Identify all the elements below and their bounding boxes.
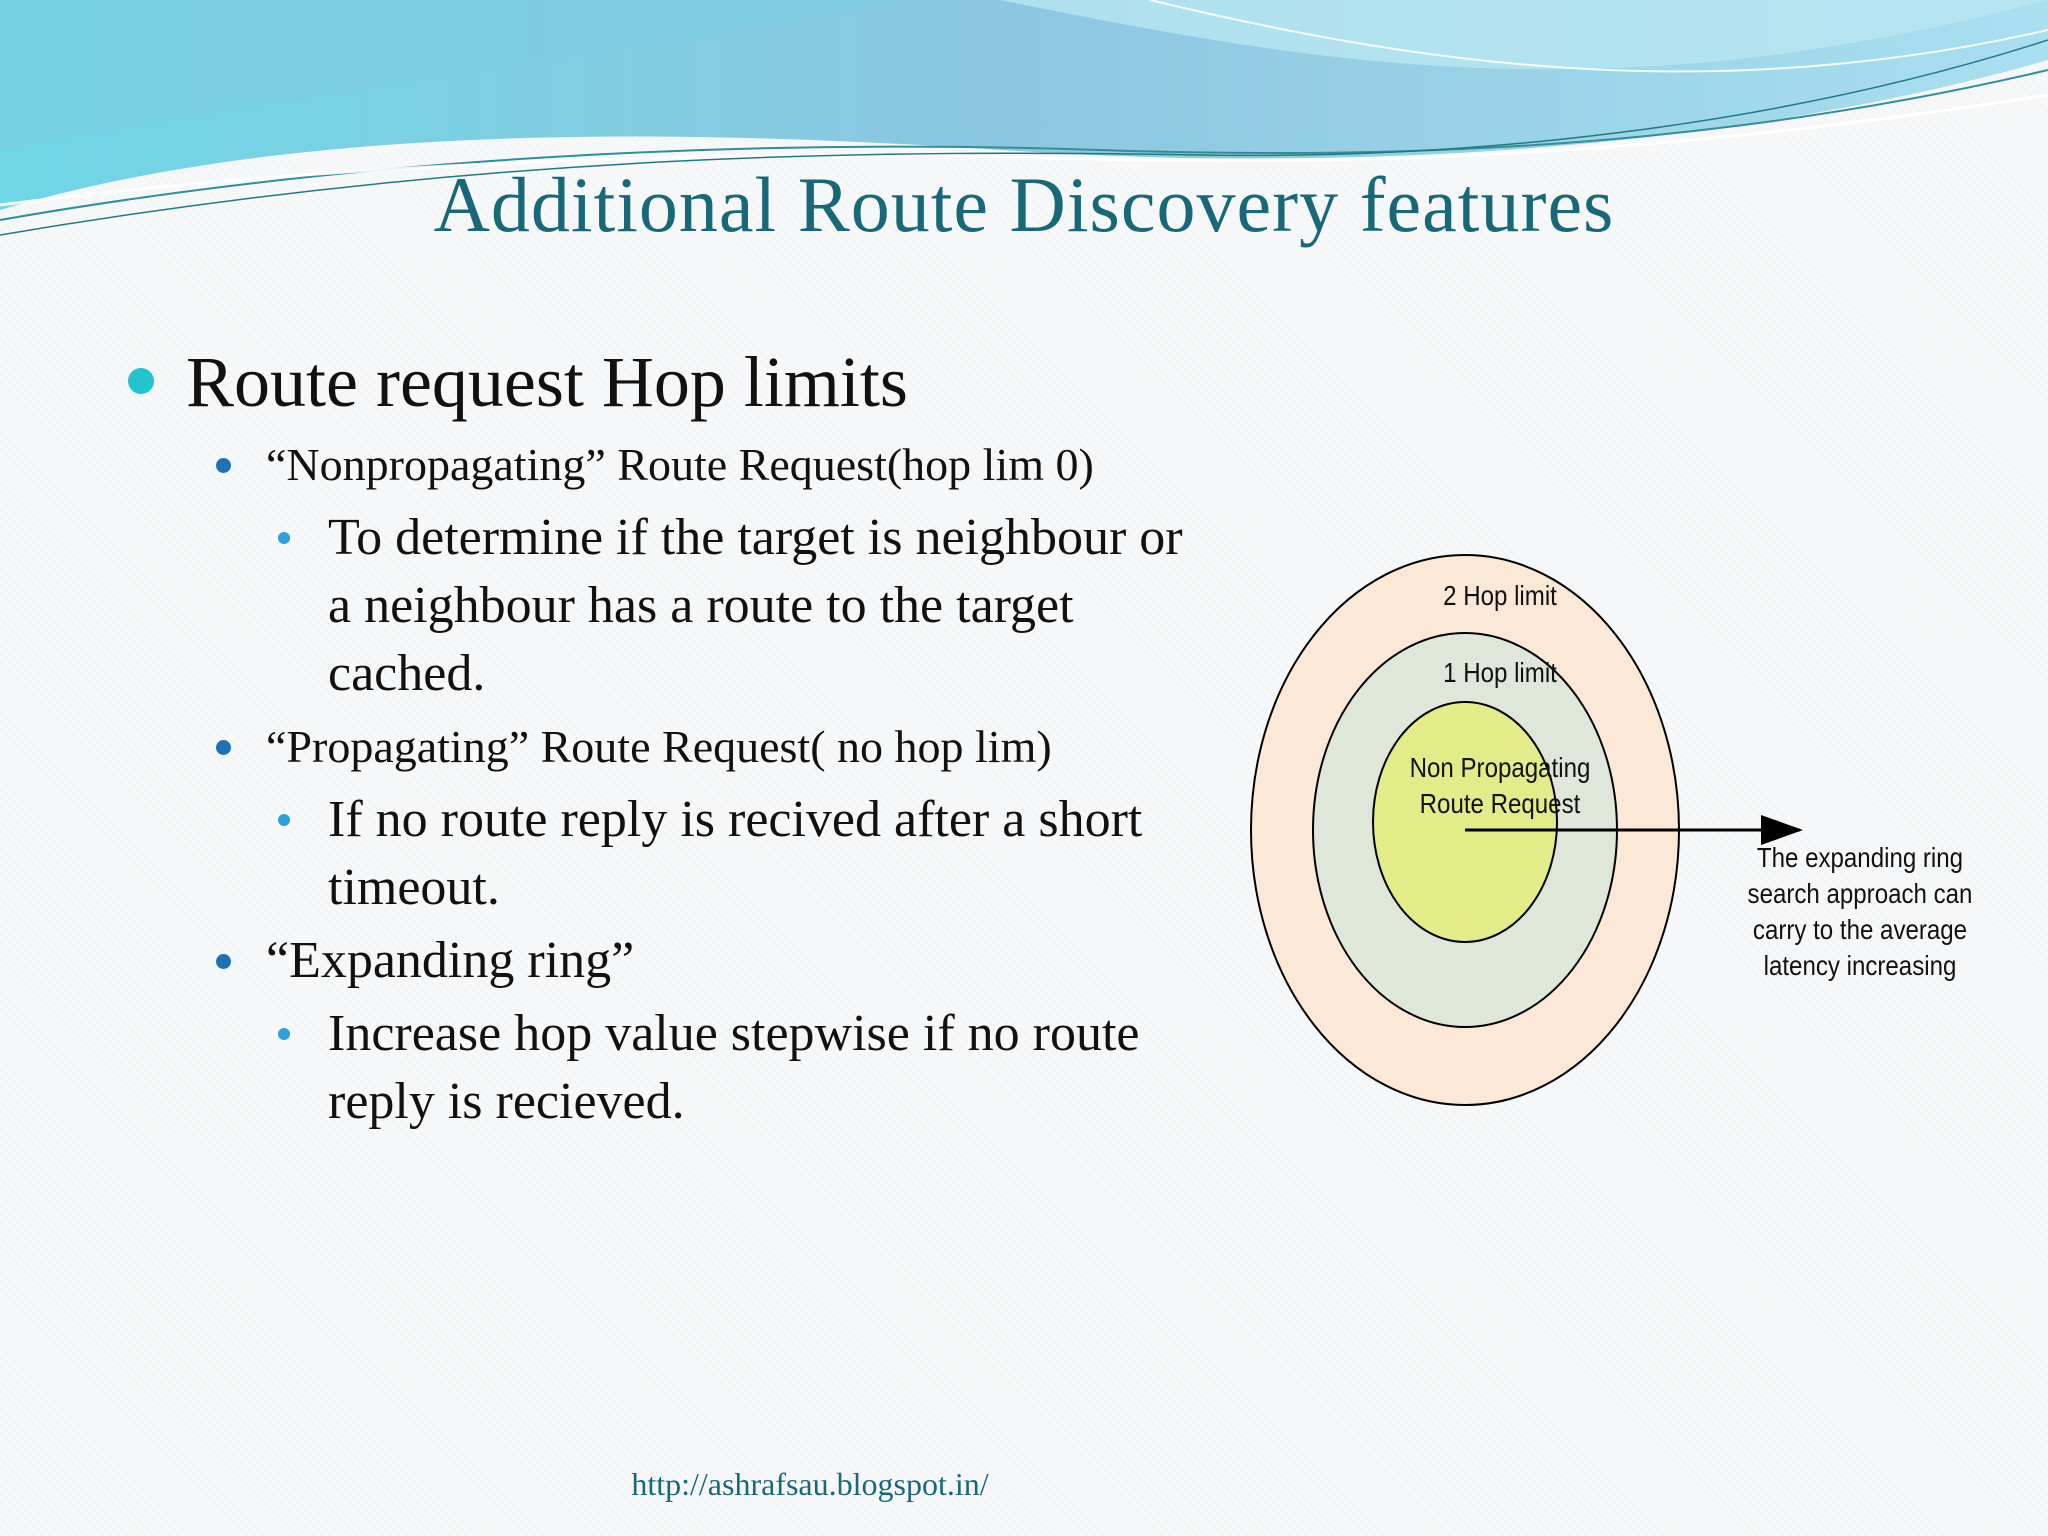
list-item [128, 932, 1208, 990]
inner-ring [1373, 702, 1557, 942]
list-item [128, 504, 1188, 708]
bullet-text: Increase hop value stepwise if no route reply is recieved. [328, 1005, 1140, 1130]
list-item [128, 718, 1208, 776]
bullet-text: To determine if the target is neighbour or a neighbour has a route to the target cached. [328, 509, 1183, 702]
list-item [128, 436, 1208, 494]
bullet-list [128, 340, 1208, 1136]
bullet-text: If no route reply is recived after a short timeout. [328, 791, 1143, 916]
list-item [128, 786, 1188, 922]
list-item [128, 1000, 1188, 1136]
bullet-text: “Expanding ring” [266, 932, 635, 989]
middle-ring-label: 1 Hop limit [1443, 657, 1557, 688]
slide-title: Additional Route Discovery features [433, 161, 1615, 248]
bullet-text: “Propagating” Route Request( no hop lim) [266, 721, 1052, 772]
outer-ring-label: 2 Hop limit [1443, 580, 1557, 611]
expanding-ring-diagram [1240, 540, 2020, 1120]
bullet-dot-icon [278, 1028, 290, 1040]
bullet-dot-icon [278, 814, 290, 826]
bullet-text: “Nonpropagating” Route Request(hop lim 0) [266, 439, 1094, 490]
diagram-note: The expanding ring search approach can carry to the average latency increasing [1747, 842, 1973, 981]
inner-ring-label: Non Propagating Route Request [1409, 752, 1591, 819]
list-item [128, 340, 1208, 424]
bullet-dot-icon [278, 532, 290, 544]
bullet-dot-icon [216, 740, 231, 755]
footer-url: http://ashrafsau.blogspot.in/ [631, 1466, 989, 1502]
ring-graphic [1240, 540, 2020, 1120]
bullet-dot-icon [128, 368, 154, 394]
bullet-dot-icon [216, 458, 231, 473]
bullet-dot-icon [216, 954, 231, 969]
bullet-text: Route request Hop limits [186, 342, 908, 422]
